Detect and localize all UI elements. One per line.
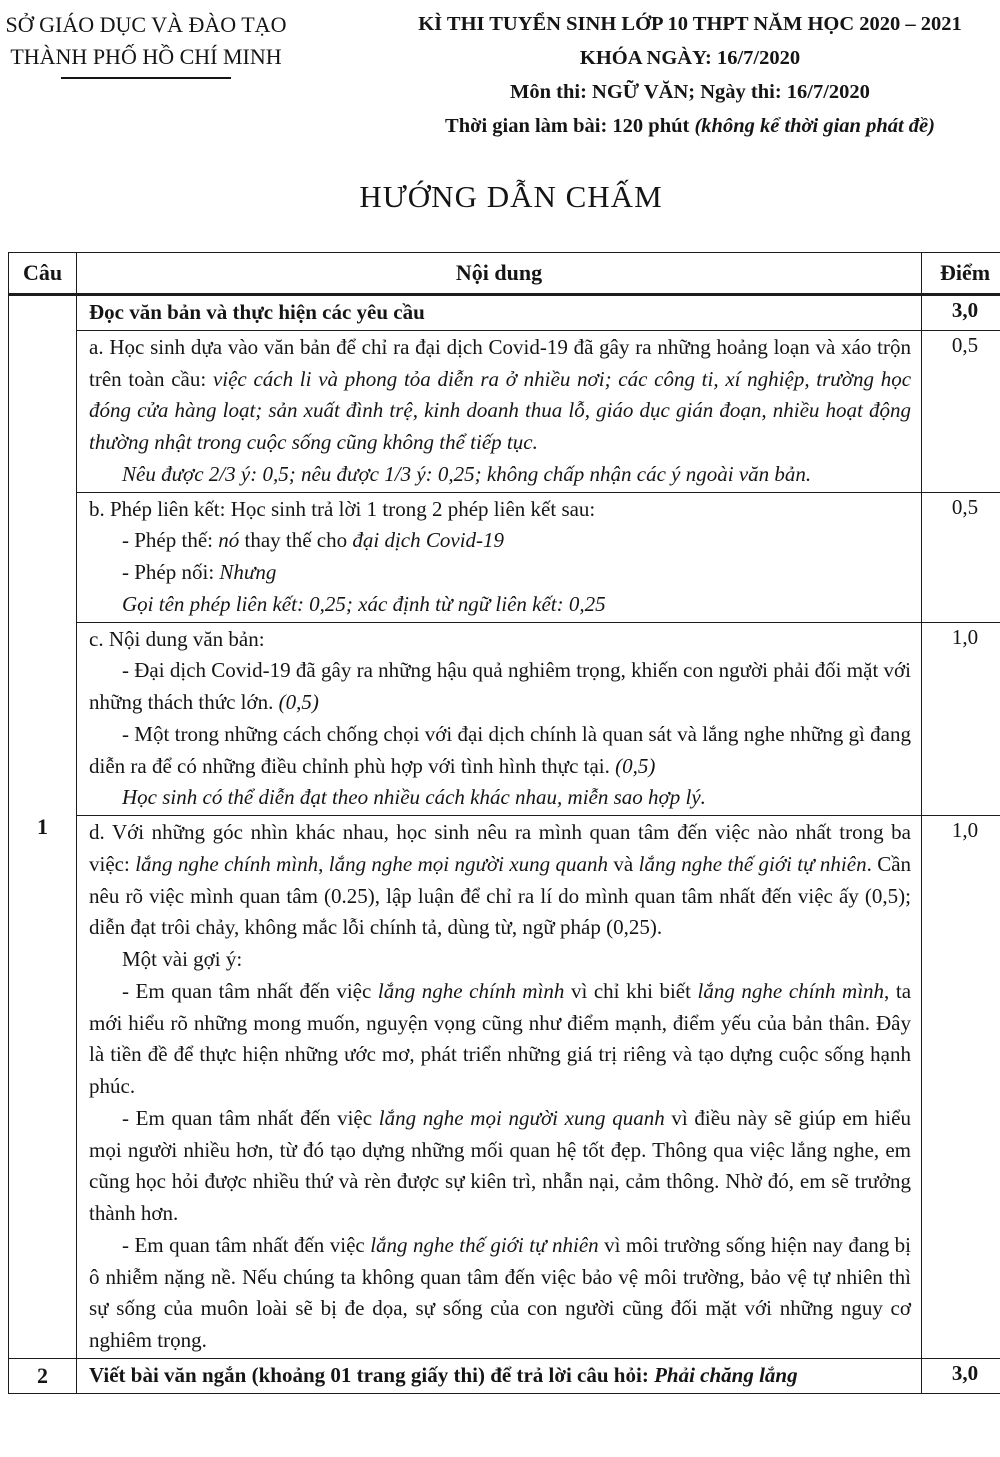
text-run: - Em quan tâm nhất đến việc [122,1105,379,1130]
exam-info-block [358,7,1000,143]
grading-table [8,252,1000,1394]
paragraph [89,494,911,526]
text-run: - Đại dịch Covid-19 đã gây ra những hậu quả nghiêm trọng, khiến con người phải đối mặt với những thách thức lớn. [89,658,911,714]
text-run: Học sinh có thể diễn đạt theo nhiều cách khác nhau, miễn sao hợp lý. [122,785,706,810]
text-run: , [318,851,329,876]
text-run: thay thế cho [239,528,353,553]
text-run: vì môi trường sống hiện nay đang bị ô nhiễm nặng nề. Nếu chúng ta không quan tâm đến việc bảo vệ môi trường, bảo vệ tự nhiên thì sự sống của muôn loài sẽ bị đe dọa, sự sống của con người cũng đối mặt với những nguy cơ nghiêm trọng. [89,1232,912,1352]
text-run: lắng nghe thế giới tự nhiên [638,851,867,876]
paragraph [89,525,911,557]
text-run: - Em quan tâm nhất đến việc [122,978,378,1003]
paragraph [89,719,911,783]
text-run: c. Nội dung văn bản: [89,626,265,651]
paragraph [89,1230,911,1357]
q2-content-cell [77,1358,922,1393]
table-row [9,295,1000,331]
authority-line-2: THÀNH PHỐ HỒ CHÍ MINH [10,44,282,69]
text-run: vì điều này sẽ giúp em hiểu mọi người nhiều hơn, từ đó tạo dựng những mối quan hệ tốt đẹp. Thông qua việc lắng nghe, em cũng học hỏi được nhiều thứ và rèn được sự kiên trì, nhẫn nại, cảm thông. Nhờ đó, em sẽ trưởng thành hơn. [89,1105,911,1225]
authority-line-1: SỞ GIÁO DỤC VÀ ĐÀO TẠO [5,12,287,37]
text-run: . Cần nêu rõ việc mình quan tâm (0.25), lập luận để chỉ ra lí do mình quan tâm nhất đến việc ấy (0,5); diễn đạt trôi chảy, không mắc lỗi chính tả, dùng từ, ngữ pháp (0,25). [89,851,912,940]
text-run: b. Phép liên kết: Học sinh trả lời 1 trong 2 phép liên kết sau: [89,496,596,521]
text-run: (không kể thời gian phát đề) [694,115,935,137]
text-run: Đọc văn bản và thực hiện các yêu cầu [89,300,425,324]
header-underline [61,77,231,79]
exam-duration-line [358,109,1000,143]
text-run: Một vài gợi ý: [122,947,243,971]
text-run: lắng nghe thế giới tự nhiên [370,1232,599,1257]
text-run: Nhưng [219,560,277,584]
text-run: d. Với những góc nhìn khác nhau, học sinh nêu ra mình quan tâm đến việc nào nhất trong ba việc: [89,820,911,876]
q1b-score-cell: 0,5 [922,492,1000,622]
paragraph [89,459,911,491]
paragraph [89,1103,911,1230]
text-run: - Phép thế: [122,528,219,553]
text-run: Viết bài văn ngắn (khoảng 01 trang giấy thi) để trả lời câu hỏi: [89,1362,655,1387]
text-run: lắng nghe chính mình [377,978,565,1003]
paragraph [89,655,911,719]
paragraph [89,297,911,329]
question-2-number-cell: 2 [9,1358,77,1393]
paragraph [89,944,911,976]
text-run: lắng nghe chính mình [697,978,885,1003]
q1-intro-score-cell: 3,0 [922,295,1000,331]
table-row [9,1358,1000,1393]
table-header-row [9,253,1000,295]
table-row [9,330,1000,492]
text-run: - Phép nối: [122,560,220,584]
q1a-content-cell [77,330,922,492]
page-title: HƯỚNG DẪN CHẤM [359,179,663,214]
text-run: lắng nghe mọi người xung quanh [378,1105,665,1130]
text-run: (0,5) [278,690,319,714]
q1c-content-cell [77,622,922,816]
text-run: Thời gian làm bài: 120 phút [445,115,695,137]
table-row [9,816,1000,1359]
table-row [9,622,1000,816]
text-run: vì chỉ khi biết [564,978,698,1003]
text-run: - Em quan tâm nhất đến việc [122,1232,371,1257]
text-run: nó [218,528,240,553]
text-run: lắng nghe chính mình [135,851,319,876]
issuing-authority-block [0,9,304,79]
q1d-content-cell [77,816,922,1359]
text-run: đại dịch Covid-19 [352,528,505,553]
text-run: - Một trong những cách chống chọi với đại dịch chính là quan sát và lắng nghe những gì đang diễn ra để có những điều chỉnh phù hợp với tình hình thực tại. [89,721,911,778]
text-run: (0,5) [615,753,656,778]
paragraph [89,1360,911,1392]
paragraph [89,976,911,1103]
exam-title-line: KÌ THI TUYỂN SINH LỚP 10 THPT NĂM HỌC 2020 – 2021 [418,13,962,35]
q1a-score-cell: 0,5 [922,330,1000,492]
text-run: Nêu được 2/3 ý: 0,5; nêu được 1/3 ý: 0,25; không chấp nhận các ý ngoài văn bản. [122,461,812,486]
text-run: Gọi tên phép liên kết: 0,25; xác định từ ngữ liên kết: 0,25 [122,591,606,616]
text-run: việc cách li và phong tỏa diễn ra ở nhiều nơi; các công ti, xí nghiệp, trường học đóng cửa hàng loạt; sản xuất đình trệ, kinh doanh thua lỗ, giáo dục gián đoạn, nhiều hoạt động thường nhật trong cuộc sống cũng không thể tiếp tục. [89,366,912,454]
paragraph [89,817,911,944]
question-1-number-cell: 1 [9,295,77,1359]
q1-intro-content-cell [77,295,922,331]
q1b-content-cell [77,492,922,622]
text-run: a. Học sinh dựa vào văn bản để chỉ ra đại dịch Covid-19 đã gây ra những hoảng loạn và xáo trộn trên toàn cầu: [89,334,911,391]
text-run: , ta mới hiểu rõ những mong muốn, nguyện vọng cũng như điểm mạnh, điểm yếu của bản thân. Đây là tiền đề để thực hiện những ước mơ, phát triển những giá trị riêng và tạo dựng cuộc sống hạnh phúc. [89,978,912,1098]
q2-score-cell: 3,0 [922,1358,1000,1393]
table-row [9,492,1000,622]
paragraph [89,589,911,621]
paragraph [89,332,911,459]
paragraph [89,624,911,656]
text-run: và [608,851,639,876]
paragraph [89,557,911,589]
text-run: lắng nghe mọi người xung quanh [328,851,609,876]
paragraph [89,782,911,814]
q1c-score-cell: 1,0 [922,622,1000,816]
column-header-cau: Câu [9,253,77,295]
exam-subject-line: Môn thi: NGỮ VĂN; Ngày thi: 16/7/2020 [510,81,870,103]
column-header-diem: Điểm [922,253,1000,295]
column-header-noi-dung: Nội dung [77,253,922,295]
exam-date-line: KHÓA NGÀY: 16/7/2020 [579,47,801,69]
text-run: Phải chăng lắng [654,1362,798,1387]
q1d-score-cell: 1,0 [922,816,1000,1359]
